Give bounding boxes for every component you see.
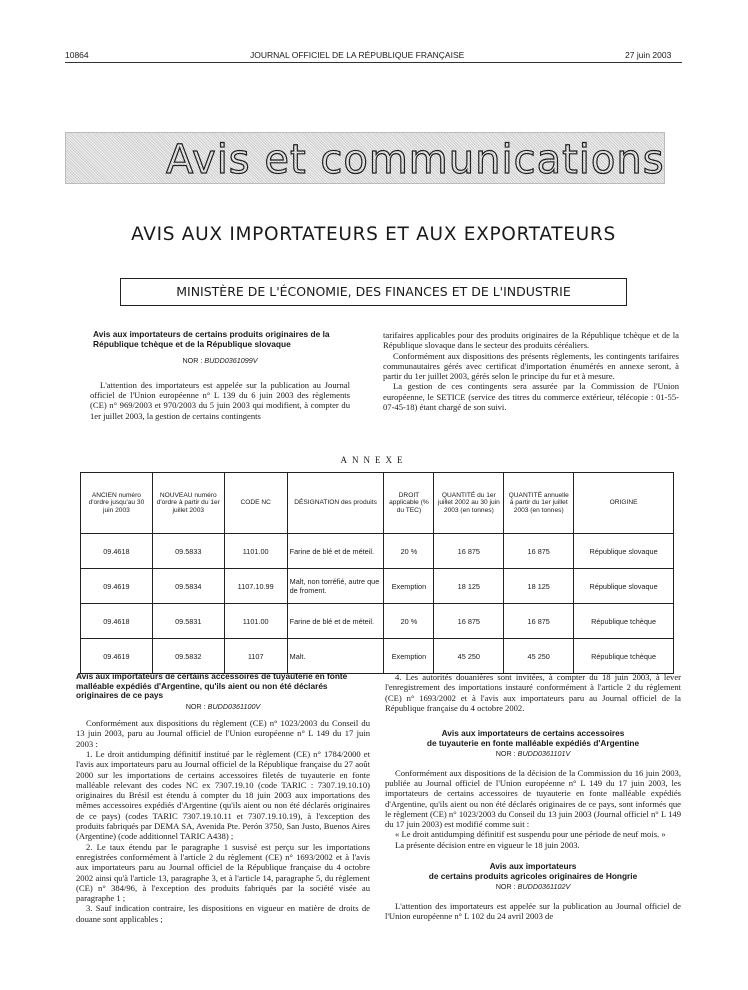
table-row	[81, 604, 674, 639]
annexe-title: ANNEXE	[340, 455, 408, 465]
annexe-table	[80, 472, 674, 674]
table-cell: Farine de blé et de méteil.	[287, 604, 384, 639]
table-cell: 16 875	[504, 604, 574, 639]
column-header: CODE NC	[224, 473, 287, 534]
table-cell: 1107	[224, 639, 287, 674]
notice1-nor: NOR : BUDD0361099V	[182, 355, 258, 365]
table-row	[81, 534, 674, 569]
notice2-title: Avis aux importateurs de certains accessoires de tuyauterie en fonte malléable expédiés d'Argentine, qu'ils aient ou non été déclarés originaires de ce pays	[76, 671, 348, 701]
notice3-paragraph: Conformément aux dispositions de la décision de la Commission du 16 juin 2003, publiée au Journal officiel de l'Union européenne n° L 149 du 17 juin 2003, les importateurs de certains accessoires de tuyauterie en fonte malléable expédiés d'Argentine, qu'ils aient ou non été déclarés originaires de ce pays, sont informés que le règlement (CE) n° 1023/2003 du Conseil du 13 juin 2003 (Journal officiel n° L 149 du 17 juin 2003) est modifié comme suit :	[385, 767, 681, 830]
notice2-nor: NOR : BUDD0361100V	[185, 701, 261, 711]
table-cell: Exemption	[384, 639, 434, 674]
table-cell: 16 875	[434, 604, 504, 639]
notice4-nor: NOR : BUDD0361102V	[495, 882, 571, 892]
notice4-title: Avis aux importateurs de certains produits agricoles originaires de Hongrie	[428, 861, 638, 881]
table-row	[81, 569, 674, 604]
table-cell: 09.4619	[81, 569, 153, 604]
notice1-paragraph: tarifaires applicables pour des produits originaires de la République tchèque et de la République slovaque dans le secteur des produits céréaliers.	[383, 330, 679, 351]
table-header-row	[81, 473, 674, 534]
column-header: ANCIEN numéro d'ordre jusqu'au 30 juin 2003	[81, 473, 153, 534]
column-header: ORIGINE	[574, 473, 674, 534]
table-cell: 45 250	[434, 639, 504, 674]
notice2-paragraph: 2. Le taux étendu par le paragraphe 1 susvisé est perçu sur les importations enregistrées conformément à l'article 2 du règlement (CE) n° 1693/2002 et à l'avis aux importateurs paru au Journal officiel de la République française du 4 octobre 2002 ainsi qu'à l'article 13, paragraphe 3, et à l'article 14, paragraphe 5, du règlement (CE) n° 384/96, à l'exception des produits fabriqués par la société visée au paragraphe 1 ;	[76, 841, 370, 904]
notice2-paragraph: 4. Les autorités douanières sont invitées, à compter du 18 juin 2003, à lever l'enregistrement des importations instauré conformément à l'article 2 du règlement (CE) n° 1693/2002 et à l'avis aux importateurs paru au Journal officiel de la République française du 4 octobre 2002.	[385, 672, 681, 713]
notice2-nor-code: BUDD0361100V	[207, 701, 261, 711]
notice2-paragraph: 1. Le droit antidumping définitif institué par le règlement (CE) n° 1784/2000 et l'avis aux importateurs paru au Journal officiel de la République française du 27 août 2000 sur les importations de certains accessoires filetés de tuyauterie en fonte malléable relevant des codes NC ex 7307.19.10 (code TARIC : 7307.19.10.10) originaires du Brésil est étendu à compter du 18 juin 2003 aux importations des mêmes accessoires expédiés d'Argentine (qu'ils aient ou non été déclarés originaires de ce pays) (codes TARIC 7307.19.10.11 et 7307.19.10.19), à l'exception des produits fabriqués par DEMA SA, Avenida Pte. Perón 3750, San Justo, Buenos Aires (Argentine) (code additionnel TARIC A438) ;	[76, 748, 370, 842]
notice3-paragraph: « Le droit antidumping définitif est suspendu pour une période de neuf mois. »	[395, 829, 666, 840]
table-cell: 16 875	[434, 534, 504, 569]
notice1-right-column	[383, 330, 679, 412]
notice3-nor-code: BUDD0361101V	[517, 749, 571, 759]
table-cell: 09.5831	[152, 604, 224, 639]
table-cell: 18 125	[434, 569, 504, 604]
table-cell: 09.4619	[81, 639, 153, 674]
table-cell: Exemption	[384, 569, 434, 604]
notice3-nor: NOR : BUDD0361101V	[495, 749, 571, 759]
column-header: DROIT applicable (% du TEC)	[384, 473, 434, 534]
table-cell: République slovaque	[574, 569, 674, 604]
table-cell: République slovaque	[574, 534, 674, 569]
table-cell: 09.4618	[81, 604, 153, 639]
right-lower-column	[385, 672, 681, 921]
table-cell: 20 %	[384, 534, 434, 569]
table-cell: Farine de blé et de méteil.	[287, 534, 384, 569]
notice1-paragraph: Conformément aux dispositions des présents règlements, les contingents tarifaires communautaires gérés avec certificat d'importation énumérés en annexe seront, à partir du 1er juillet 2003, gérés selon le principe du fur et à mesure.	[383, 350, 679, 382]
table-cell: 09.4618	[81, 534, 153, 569]
journal-title: JOURNAL OFFICIEL DE LA RÉPUBLIQUE FRANÇAISE	[250, 50, 465, 60]
table-cell: Malt.	[287, 639, 384, 674]
notice4-nor-code: BUDD0361102V	[517, 882, 571, 892]
table-row	[81, 639, 674, 674]
section-banner	[65, 132, 665, 184]
column-header: QUANTITÉ annuelle à partir du 1er juillet 2003 (en tonnes)	[504, 473, 574, 534]
notice1-paragraph: La gestion de ces contingents sera assurée par la Commission de l'Union européenne, le SETICE (service des titres du commerce extérieur, télécopie : 01-55-07-45-18) étant chargé de son suivi.	[383, 381, 679, 413]
table-cell: 1101.00	[224, 534, 287, 569]
table-cell: 16 875	[504, 534, 574, 569]
table-cell: 09.5833	[152, 534, 224, 569]
notice2-paragraph: Conformément aux dispositions du règlement (CE) n° 1023/2003 du Conseil du 13 juin 2003, paru au Journal officiel de l'Union européenne n° L 149 du 17 juin 2003 :	[76, 718, 370, 749]
table-cell: 20 %	[384, 604, 434, 639]
table-cell: République tchèque	[574, 604, 674, 639]
column-header: QUANTITÉ du 1er juillet 2002 au 30 juin 2003 (en tonnes)	[434, 473, 504, 534]
page-number: 10864	[65, 50, 89, 60]
ministry-box: MINISTÈRE DE L'ÉCONOMIE, DES FINANCES ET DE L'INDUSTRIE	[120, 278, 627, 306]
column-header: NOUVEAU numéro d'ordre à partir du 1er juillet 2003	[152, 473, 224, 534]
table-cell: République tchèque	[574, 639, 674, 674]
column-header: DÉSIGNATION des produits	[287, 473, 384, 534]
table-cell: 09.5832	[152, 639, 224, 674]
notice3-paragraph: La présente décision entre en vigueur le 18 juin 2003.	[395, 839, 580, 850]
table-cell: 18 125	[504, 569, 574, 604]
notice2-paragraph: 3. Sauf indication contraire, les dispositions en vigueur en matière de droits de douane sont applicables ;	[76, 903, 370, 924]
main-title: AVIS AUX IMPORTATEURS ET AUX EXPORTATEURS	[131, 224, 616, 245]
notice1-left-column	[90, 330, 350, 421]
notice1-paragraph: L'attention des importateurs est appelée sur la publication au Journal officiel de l'Union européenne n° L 139 du 6 juin 2003 des règlements (CE) n° 969/2003 et 970/2003 du 5 juin 2003 qui modifient, à compter du 1er juillet 2003, la gestion de certains contingents	[90, 379, 350, 421]
notice1-nor-code: BUDD0361099V	[204, 355, 258, 365]
table-cell: 1107.10.99	[224, 569, 287, 604]
banner-title: Avis et communications	[166, 137, 665, 183]
notice4-paragraph: L'attention des importateurs est appelée sur la publication au Journal officiel de l'Union européenne n° L 102 du 24 avril 2003 de	[385, 900, 681, 921]
notice3-title: Avis aux importateurs de certains accessoires de tuyauterie en fonte malléable expédiés d'Argentine	[426, 728, 640, 748]
notice2-column	[76, 672, 370, 924]
notice1-title: Avis aux importateurs de certains produits originaires de la République tchèque et de la République slovaque	[93, 329, 330, 349]
table-cell: 09.5834	[152, 569, 224, 604]
table-cell: 45 250	[504, 639, 574, 674]
header-date: 27 juin 2003	[625, 50, 672, 60]
table-cell: Malt, non torréfié, autre que de froment.	[287, 569, 384, 604]
header-rule	[65, 62, 682, 63]
table-cell: 1101.00	[224, 604, 287, 639]
